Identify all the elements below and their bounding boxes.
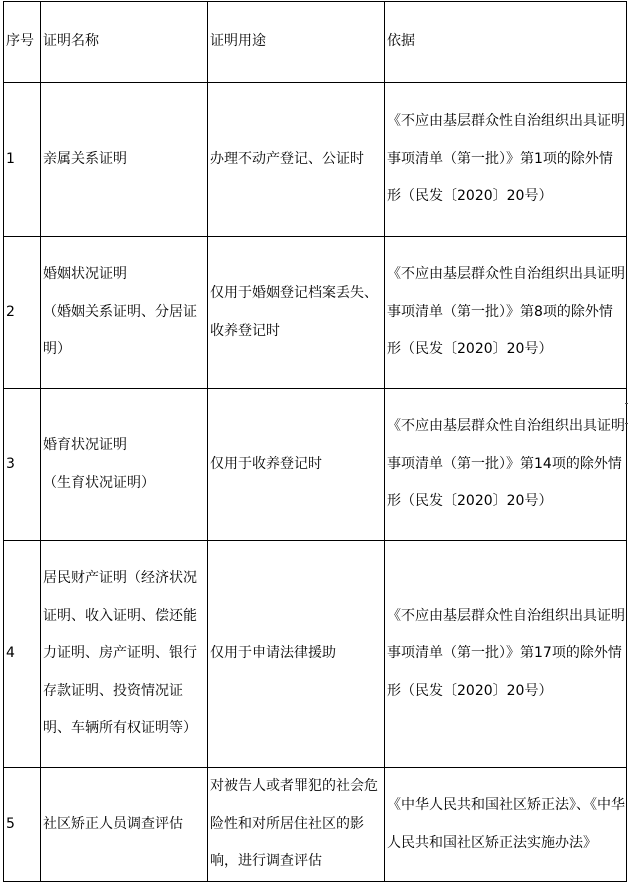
header-index: 序号 <box>4 2 41 83</box>
row-index: 1 <box>4 83 41 237</box>
table-row <box>4 541 627 768</box>
row-index: 4 <box>4 541 41 768</box>
row-name: 居民财产证明（经济状况证明、收入证明、偿还能力证明、房产证明、银行存款证明、投资情况证明、车辆所有权证明等） <box>41 541 208 768</box>
row-name: 社区矫正人员调查评估 <box>41 768 208 882</box>
table-row <box>4 389 627 541</box>
row-purpose: 仅用于申请法律援助 <box>208 541 385 768</box>
row-basis: 《不应由基层群众性自治组织出具证明事项清单（第一批）》第17项的除外情形（民发〔2020〕20号） <box>385 541 627 768</box>
row-index: 5 <box>4 768 41 882</box>
table-row <box>4 83 627 237</box>
row-index: 2 <box>4 237 41 389</box>
row-name: 亲属关系证明 <box>41 83 208 237</box>
row-basis: 《不应由基层群众性自治组织出具证明事项清单（第一批）》第8项的除外情形（民发〔2020〕20号） <box>385 237 627 389</box>
row-purpose: 对被告人或者罪犯的社会危险性和对所居住社区的影响，进行调查评估 <box>208 768 385 882</box>
header-name: 证明名称 <box>41 2 208 83</box>
margin-tick <box>625 423 628 424</box>
row-basis: 《不应由基层群众性自治组织出具证明事项清单（第一批）》第14项的除外情形（民发〔2020〕20号） <box>385 389 627 541</box>
row-basis: 《中华人民共和国社区矫正法》、《中华人民共和国社区矫正法实施办法》 <box>385 768 627 882</box>
row-name-line: （生育状况证明） <box>43 474 155 491</box>
row-index: 3 <box>4 389 41 541</box>
row-purpose: 仅用于收养登记时 <box>208 389 385 541</box>
header-basis: 依据 <box>385 2 627 83</box>
table-row <box>4 768 627 882</box>
margin-tick <box>625 403 628 404</box>
row-name-line: 婚姻状况证明 <box>43 266 127 283</box>
row-name-line: 婚育状况证明 <box>43 437 127 453</box>
row-basis: 《不应由基层群众性自治组织出具证明事项清单（第一批）》第1项的除外情形（民发〔2020〕20号） <box>385 83 627 237</box>
row-purpose: 仅用于婚姻登记档案丢失、收养登记时 <box>208 237 385 389</box>
row-name-line: （婚姻关系证明、分居证明） <box>43 303 197 358</box>
row-name <box>41 237 208 389</box>
header-purpose: 证明用途 <box>208 2 385 83</box>
table-header-row <box>4 2 627 83</box>
row-purpose: 办理不动产登记、公证时 <box>208 83 385 237</box>
table-row <box>4 237 627 389</box>
row-name <box>41 389 208 541</box>
certificate-table <box>3 1 627 882</box>
